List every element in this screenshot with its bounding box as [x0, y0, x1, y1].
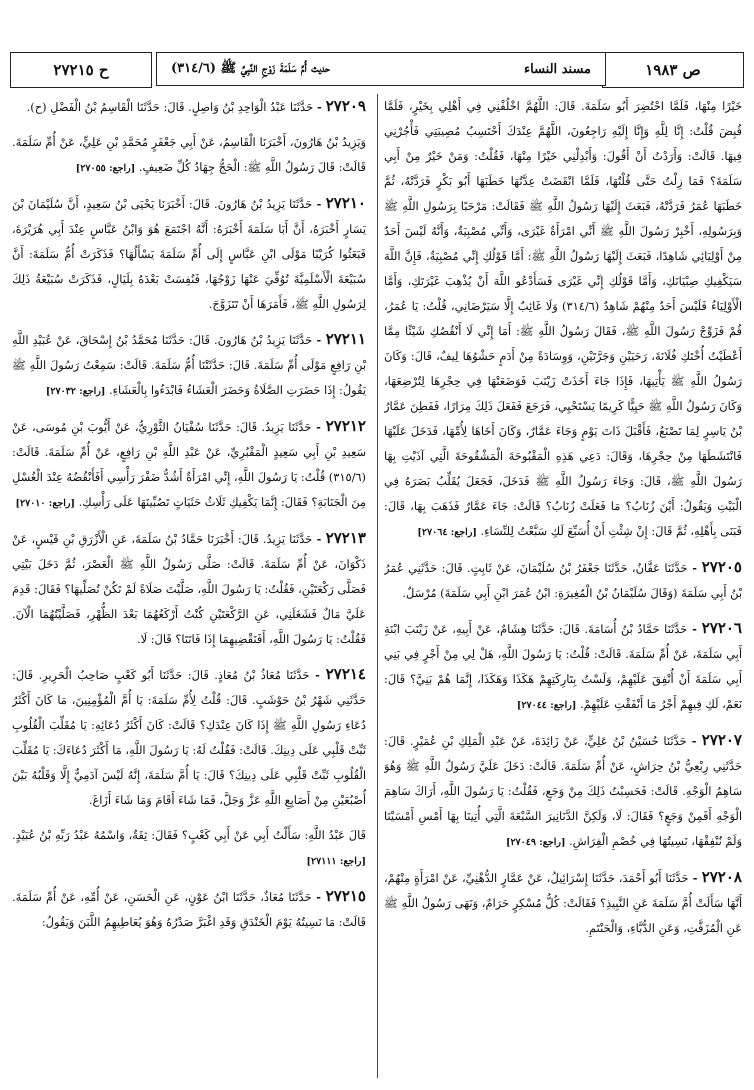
- hadith-text: حَدَّثَنَا حُسَيْنُ بْنُ عَلِيٍّ، عَنْ زَائِدَةَ، عَنْ عَبْدِ الْمَلِكِ بْنِ عُمَيْرٍ. قَالَ: حَدَّثَنِي رِبْعِيُّ بْنُ حِرَاشٍ، عَنْ أُمِّ سَلَمَةَ. قَالَتْ: دَخَلَ عَلَيَّ رَسُولُ اللَّهِ ﷺ وَهُوَ سَاهِمُ الْوَجْهِ. قَالَتْ: فَحَسِبْتُ ذَلِكَ مِنْ وَجَعٍ، فَقُلْتُ: يَا رَسُولَ اللَّهِ، أَرَاكَ سَاهِمَ الْوَجْهِ أَفَمِنْ وَجَعٍ؟ فَقَالَ: لَا، وَلَكِنَّ الدَّنَانِيرَ السَّبْعَةَ الَّتِي أُتِينَا بِهَا أَمْسِ أَمْسَيْنَا وَلَمْ نُنْفِقْهَا، نَسِيتُهَا فِي خُصْمِ الْفِرَاشِ.: [384, 734, 742, 848]
- hadith-entry: ٢٧٢١١ - حَدَّثَنَا يَزِيدُ بْنُ هَارُونَ. قَالَ: حَدَّثَنَا مُحَمَّدُ بْنُ إِسْحَاقَ، عَنْ عُبَيْدِ اللَّهِ بْنِ رَافِعٍ مَوْلَى أُمِّ سَلَمَةَ. قَالَ: حَدَّثَتْنَا أُمُّ سَلَمَةَ. قَالَتْ: سَمِعْتُ رَسُولَ اللَّهِ ﷺ يَقُولُ: إِذَا حَضَرَتِ الصَّلَاةُ وَحَضَرَ الْعَشَاءُ فَابْدَءُوا بِالْعَشَاءِ. [راجع: ٢٧٠٣٢]: [12, 330, 366, 397]
- hadith-entry: [384, 94, 742, 545]
- cross-reference: [راجع: ٢٧٠٣٢]: [45, 386, 106, 397]
- hadith-text: حَدَّثَنَا عَبْدُ الْوَاحِدِ بْنُ وَاصِلٍ. قَالَ: حَدَّثَنَا الْقَاسِمُ بْنُ الْفَضْلِ (ح).: [26, 100, 314, 114]
- hadith-text: حَدَّثَنَا يَزِيدُ بْنُ هَارُونَ. قَالَ: أَخْبَرَنَا يَحْيَى بْنُ سَعِيدٍ، أَنَّ سُلَيْمَانَ بْنَ يَسَارٍ أَخْبَرَهُ، أَنَّ أَبَا سَلَمَةَ أَخْبَرَهُ: أَنَّهُ اجْتَمَعَ هُوَ وَابْنُ عَبَّاسٍ عِنْدَ أَبِي هُرَيْرَةَ، فَبَعَثُوا كُرَيْبًا مَوْلَى ابْنِ عَبَّاسٍ إِلَى أُمِّ سَلَمَةَ يَسْأَلُهَا؟ فَذَكَرَتْ أُمُّ سَلَمَةَ: أَنَّ سُبَيْعَةَ الْأَسْلَمِيَّةَ تُوُفِّيَ عَنْهَا زَوْجُهَا، فَنُفِسَتْ بَعْدَهُ بِلَيَالٍ، فَذَكَرَتْ سُبَيْعَةُ ذَلِكَ لِرَسُولِ اللَّهِ ﷺ، فَأَمَرَهَا أَنْ تَتَزَوَّجَ.: [12, 197, 366, 311]
- hadith-number: ٢٧٢١٢: [325, 417, 366, 435]
- hadith-number: ٢٧٢١٠: [325, 194, 366, 212]
- hadith-entry: [12, 130, 366, 181]
- hadith-number: ٢٧٢٠٧: [701, 731, 742, 749]
- hadith-text: حَدَّثَنَا حَمَّادُ بْنُ أُسَامَةَ. قَالَ: حَدَّثَنَا هِشَامٌ، عَنْ أَبِيهِ، عَنْ زَيْنَبَ ابْنَةِ أَبِي سَلَمَةَ، عَنْ أُمِّ سَلَمَةَ. قَالَتْ: قُلْتُ: يَا رَسُولَ اللَّهِ، هَلْ لِي مِنْ أَجْرٍ فِي بَنِي أَبِي سَلَمَةَ أَنْ أُنْفِقَ عَلَيْهِمْ، وَلَسْتُ بِتَارِكَتِهِمْ هَكَذَا وَهَكَذَا، إِنَّمَا هُمْ بَنِيَّ؟ قَالَ: نَعَمْ، لَكِ فِيهِمْ أَجْرُ مَا أَنْفَقْتِ عَلَيْهِمْ.: [384, 622, 742, 711]
- hadith-number: ٢٧٢١١: [325, 330, 366, 348]
- hadith-entry: ٢٧٢٠٧ - حَدَّثَنَا حُسَيْنُ بْنُ عَلِيٍّ، عَنْ زَائِدَةَ، عَنْ عَبْدِ الْمَلِكِ بْنِ عُمَيْرٍ. قَالَ: حَدَّثَنِي رِبْعِيُّ بْنُ حِرَاشٍ، عَنْ أُمِّ سَلَمَةَ. قَالَتْ: دَخَلَ عَلَيَّ رَسُولُ اللَّهِ ﷺ وَهُوَ سَاهِمُ الْوَجْهِ. قَالَتْ: فَحَسِبْتُ ذَلِكَ مِنْ وَجَعٍ، فَقُلْتُ: يَا رَسُولَ اللَّهِ، أَرَاكَ سَاهِمَ الْوَجْهِ أَفَمِنْ وَجَعٍ؟ فَقَالَ: لَا، وَلَكِنَّ الدَّنَانِيرَ السَّبْعَةَ الَّتِي أُتِينَا بِهَا أَمْسِ أَمْسَيْنَا وَلَمْ نُنْفِقْهَا، نَسِيتُهَا فِي خُصْمِ الْفِرَاشِ. [راجع: ٢٧٠٤٩]: [384, 731, 742, 848]
- hadith-entry: [12, 823, 366, 874]
- hadith-text: حَدَّثَنَا يَزِيدُ. قَالَ: أَخْبَرَنَا حَمَّادُ بْنُ سَلَمَةَ، عَنِ الْأَزْرَقِ بْنِ قَيْسٍ، عَنْ ذَكْوَانَ، عَنْ أُمِّ سَلَمَةَ. قَالَتْ: صَلَّى رَسُولُ اللَّهِ ﷺ الْعَصْرَ، ثُمَّ دَخَلَ بَيْتِي فَصَلَّى رَكْعَتَيْنِ، فَقُلْتُ: يَا رَسُولَ اللَّهِ، صَلَّيْتَ صَلَاةً لَمْ تَكُنْ تُصَلِّيهَا؟ فَقَالَ: قَدِمَ عَلَيَّ مَالٌ فَشَغَلَنِي، عَنِ الرَّكْعَتَيْنِ كُنْتُ أَرْكَعُهُمَا بَعْدَ الظُّهْرِ، فَصَلَّيْتُهُمَا الْآنَ. فَقُلْتُ: يَا رَسُولَ اللَّهِ، أَفَنَقْضِيهِمَا إِذَا فَاتَتَا؟ قَالَ: لَا.: [12, 532, 366, 646]
- hadith-entry: ٢٧٢٠٨ - حَدَّثَنَا أَبُو أَحْمَدَ، حَدَّثَنَا إِسْرَائِيلُ، عَنْ عَمَّارٍ الدُّهْنِيِّ، عَنْ امْرَأَةٍ مِنْهُمْ، أَنَّهَا سَأَلَتْ أُمَّ سَلَمَةَ عَنِ النَّبِيذِ؟ فَقَالَتْ: كُلُّ مُسْكِرٍ حَرَامٌ، وَنَهَى رَسُولُ اللَّهِ ﷺ عَنِ الْمُزَفَّتِ، وَعَنِ الدُّبَّاءِ، وَالْحَنْتَمِ.: [384, 868, 742, 935]
- left-text-column: [12, 94, 366, 1080]
- hadith-entry: ٢٧٢٠٥ - حَدَّثَنَا عَفَّانُ، حَدَّثَنَا جَعْفَرُ بْنُ سُلَيْمَانَ، عَنْ ثَابِتٍ. قَالَ: حَدَّثَنِي عُمَرُ بْنُ أَبِي سَلَمَةَ (وَقَالَ سُلَيْمَانُ بْنُ الْمُغِيرَةِ: ابْنُ عُمَرَ ابْنِ أَبِي سَلَمَةَ) مُرْسَلٌ.: [384, 558, 742, 600]
- hadith-text: حَدَّثَنَا مُعَاذٌ، حَدَّثَنَا ابْنُ عَوْنٍ، عَنِ الْحَسَنِ، عَنْ أُمِّهِ، عَنْ أُمِّ سَلَمَةَ. قَالَتْ: مَا نَسِيتُهُ يَوْمَ الْخَنْدَقِ وَقَدِ اغْبَرَّ صَدْرُهُ وَهُوَ يُعَاطِيهِمُ اللَّبَنَ وَيَقُولُ:: [12, 890, 366, 929]
- hadith-entry: ٢٧٢١٠ - حَدَّثَنَا يَزِيدُ بْنُ هَارُونَ. قَالَ: أَخْبَرَنَا يَحْيَى بْنُ سَعِيدٍ، أَنَّ سُلَيْمَانَ بْنَ يَسَارٍ أَخْبَرَهُ، أَنَّ أَبَا سَلَمَةَ أَخْبَرَهُ: أَنَّهُ اجْتَمَعَ هُوَ وَابْنُ عَبَّاسٍ عِنْدَ أَبِي هُرَيْرَةَ، فَبَعَثُوا كُرَيْبًا مَوْلَى ابْنِ عَبَّاسٍ إِلَى أُمِّ سَلَمَةَ يَسْأَلُهَا؟ فَذَكَرَتْ أُمُّ سَلَمَةَ: أَنَّ سُبَيْعَةَ الْأَسْلَمِيَّةَ تُوُفِّيَ عَنْهَا زَوْجُهَا، فَنُفِسَتْ بَعْدَهُ بِلَيَالٍ، فَذَكَرَتْ سُبَيْعَةُ ذَلِكَ لِرَسُولِ اللَّهِ ﷺ، فَأَمَرَهَا أَنْ تَتَزَوَّجَ.: [12, 194, 366, 311]
- cross-reference: [راجع: ٢٧٠٤٤]: [516, 700, 577, 711]
- hadith-text: حَدَّثَنَا أَبُو أَحْمَدَ، حَدَّثَنَا إِسْرَائِيلُ، عَنْ عَمَّارٍ الدُّهْنِيِّ، عَنْ امْرَأَةٍ مِنْهُمْ، أَنَّهَا سَأَلَتْ أُمَّ سَلَمَةَ عَنِ النَّبِيذِ؟ فَقَالَتْ: كُلُّ مُسْكِرٍ حَرَامٌ، وَنَهَى رَسُولُ اللَّهِ ﷺ عَنِ الْمُزَفَّتِ، وَعَنِ الدُّبَّاءِ، وَالْحَنْتَمِ.: [384, 871, 742, 935]
- cross-reference: [راجع: ٢٧٠٥٥]: [75, 163, 136, 174]
- hadith-entry: ٢٧٢٠٩ - حَدَّثَنَا عَبْدُ الْوَاحِدِ بْنُ وَاصِلٍ. قَالَ: حَدَّثَنَا الْقَاسِمُ بْنُ الْفَضْلِ (ح).: [26, 97, 366, 115]
- header-title-box: [156, 52, 606, 86]
- hadith-text: وَيَزِيدُ بْنُ هَارُونَ، أَخْبَرَنَا الْقَاسِمُ، عَنْ أَبِي جَعْفَرٍ مُحَمَّدِ بْنِ عَلِيٍّ، عَنْ أُمِّ سَلَمَةَ. قَالَتْ: قَالَ رَسُولُ اللَّهِ ﷺ: الْحَجُّ جِهَادُ كُلِّ ضَعِيفٍ.: [12, 135, 366, 174]
- hadith-number: ٢٧٢٠٩: [325, 97, 366, 115]
- hadith-text: حَدَّثَنَا عَفَّانُ، حَدَّثَنَا جَعْفَرُ بْنُ سُلَيْمَانَ، عَنْ ثَابِتٍ. قَالَ: حَدَّثَنِي عُمَرُ بْنُ أَبِي سَلَمَةَ (وَقَالَ سُلَيْمَانُ بْنُ الْمُغِيرَةِ: ابْنُ عُمَرَ ابْنِ أَبِي سَلَمَةَ) مُرْسَلٌ.: [384, 561, 742, 600]
- running-header: [10, 52, 744, 90]
- column-divider: [377, 94, 378, 1078]
- page-number: ص ١٩٨٣: [602, 52, 744, 88]
- hadith-number: ٢٧٢١٤: [325, 665, 366, 683]
- cross-reference: [راجع: ٢٧٠٦٤]: [417, 527, 477, 538]
- cross-reference: [راجع: ٢٧٠١٠]: [15, 498, 75, 509]
- hadith-range: ح ٢٧٢١٥: [10, 52, 152, 88]
- book-title: مسند النساء: [524, 61, 591, 77]
- hadith-number: ٢٧٢٠٦: [701, 619, 742, 637]
- hadith-text: حَدَّثَنَا يَزِيدُ بْنُ هَارُونَ. قَالَ: حَدَّثَنَا مُحَمَّدُ بْنُ إِسْحَاقَ، عَنْ عُبَيْدِ اللَّهِ بْنِ رَافِعٍ مَوْلَى أُمِّ سَلَمَةَ. قَالَ: حَدَّثَتْنَا أُمُّ سَلَمَةَ. قَالَتْ: سَمِعْتُ رَسُولَ اللَّهِ ﷺ يَقُولُ: إِذَا حَضَرَتِ الصَّلَاةُ وَحَضَرَ الْعَشَاءُ فَابْدَءُوا بِالْعَشَاءِ.: [12, 333, 366, 397]
- hadith-text: خَيْرًا مِنْهَا، فَلَمَّا احْتُضِرَ أَبُو سَلَمَةَ. قَالَ: اللَّهُمَّ اخْلُفْنِي فِي أَهْلِي بِخَيْرٍ، فَلَمَّا قُبِضَ قُلْتُ: إِنَّا لِلَّهِ وَإِنَّا إِلَيْهِ رَاجِعُونَ، اللَّهُمَّ عِنْدَكَ أَحْتَسِبُ مُصِيبَتِي فَأْجُرْنِي فِيهَا. قَالَتْ: وَأَرَدْتُ أَنْ أَقُولَ: وَأَبْدِلْنِي خَيْرًا مِنْهَا، فَقُلْتُ: وَمَنْ خَيْرٌ مِنْ أَبِي سَلَمَةَ؟ فَمَا زِلْتُ حَتَّى قُلْتُهَا، فَلَمَّا انْقَضَتْ عِدَّتُهَا خَطَبَهَا أَبُو بَكْرٍ فَرَدَّتْهُ، ثُمَّ خَطَبَهَا عُمَرُ فَرَدَّتْهُ، فَبَعَثَ إِلَيْهَا رَسُولُ اللَّهِ ﷺ فَقَالَتْ: مَرْحَبًا بِرَسُولِ اللَّهِ ﷺ وَبِرَسُولِهِ، أَخْبِرْ رَسُولَ اللَّهِ ﷺ أَنِّي امْرَأَةٌ غَيْرَى، وَأَنِّي مُصْبِيَةٌ، وَأَنَّهُ لَيْسَ أَحَدٌ مِنْ أَوْلِيَائِي شَاهِدًا، فَبَعَثَ إِلَيْهَا رَسُولُ اللَّهِ ﷺ: أَمَّا قَوْلُكِ إِنِّي مُصْبِيَةٌ، فَإِنَّ اللَّهَ سَيَكْفِيكِ صِبْيَانَكِ، وَأَمَّا قَوْلُكِ إِنِّي غَيْرَى فَسَأَدْعُو اللَّهَ أَنْ يُذْهِبَ غَيْرَتَكِ، وَأَمَّا الْأَوْلِيَاءُ فَلَيْسَ أَحَدٌ مِنْهُمْ شَاهِدٌ (٣١٤/٦) وَلَا غَائِبٌ إِلَّا سَيَرْضَانِي، قُلْتُ: يَا عُمَرُ، قُمْ فَزَوِّجْ رَسُولَ اللَّهِ ﷺ، فَقَالَ رَسُولُ اللَّهِ ﷺ: أَمَا إِنِّي لَا أَنْقُصُكِ شَيْئًا مِمَّا أَعْطَيْتُ أُخْتَكِ فُلَانَةَ، رَحَيَيْنِ وَجَرَّتَيْنِ، وَوِسَادَةً مِنْ أَدَمٍ حَشْوُهَا لِيفٌ، قَالَ: وَكَانَ رَسُولُ اللَّهِ ﷺ يَأْتِيهَا، فَإِذَا جَاءَ أَخَذَتْ زَيْنَبَ فَوَضَعَتْهَا فِي حِجْرِهَا لِتُرْضِعَهَا، وَكَانَ رَسُولُ اللَّهِ ﷺ حَيِيًّا كَرِيمًا يَسْتَحْيِي، فَرَجَعَ فَفَعَلَ ذَلِكَ مِرَارًا، فَفَطِنَ عَمَّارُ بْنُ يَاسِرٍ لِمَا تَصْنَعُ، فَأَقْبَلَ ذَاتَ يَوْمٍ وَجَاءَ عَمَّارٌ، وَكَانَ أَخَاهَا لِأُمِّهَا، فَدَخَلَ عَلَيْهَا فَانْتَشَطَهَا مِنْ حِجْرِهَا، وَقَالَ: دَعِي هَذِهِ الْمَقْبُوحَةَ الْمَشْقُوحَةَ الَّتِي آذَيْتِ بِهَا رَسُولَ اللَّهِ ﷺ، قَالَ: وَجَاءَ رَسُولُ اللَّهِ ﷺ فَدَخَلَ، فَجَعَلَ يُقَلِّبُ بَصَرَهُ فِي الْبَيْتِ وَيَقُولُ: أَيْنَ زُنَابُ؟ مَا فَعَلَتْ زُنَابُ؟ قَالَتْ: جَاءَ عَمَّارٌ فَذَهَبَ بِهَا، قَالَ: فَبَنَى بِأَهْلِهِ، ثُمَّ قَالَ: إِنْ شِئْتِ أَنْ أُسَبِّعَ لَكِ سَبَّعْتُ لِلنِّسَاءِ.: [384, 99, 742, 538]
- hadith-text: حَدَّثَنَا مُعَاذُ بْنُ مُعَاذٍ. قَالَ: حَدَّثَنَا أَبُو كَعْبٍ صَاحِبُ الْحَرِيرِ. قَالَ: حَدَّثَنِي شَهْرُ بْنُ حَوْشَبٍ. قَالَ: قُلْتُ لِأُمِّ سَلَمَةَ: يَا أُمَّ الْمُؤْمِنِينَ، مَا كَانَ أَكْثَرُ دُعَاءِ رَسُولِ اللَّهِ ﷺ إِذَا كَانَ عِنْدَكِ؟ قَالَتْ: كَانَ أَكْثَرُ دُعَائِهِ: يَا مُقَلِّبَ الْقُلُوبِ ثَبِّتْ قَلْبِي عَلَى دِينِكَ. قَالَتْ: فَقُلْتُ لَهُ: يَا رَسُولَ اللَّهِ، مَا أَكْثَرَ دُعَاءَكَ: يَا مُقَلِّبَ الْقُلُوبِ ثَبِّتْ قَلْبِي عَلَى دِينِكَ؟ قَالَ: يَا أُمَّ سَلَمَةَ، إِنَّهُ لَيْسَ آدَمِيٌّ إِلَّا وَقَلْبُهُ بَيْنَ أُصْبُعَيْنِ مِنْ أَصَابِعِ اللَّهِ عَزَّ وَجَلَّ، فَمَا شَاءَ أَقَامَ وَمَا شَاءَ أَزَاغَ.: [12, 668, 366, 807]
- hadith-number: ٢٧٢١٥: [325, 887, 366, 905]
- hadith-text: قَالَ عَبْدُ اللَّهِ: سَأَلْتُ أَبِي عَنْ أَبِي كَعْبٍ؟ فَقَالَ: ثِقَةٌ، وَاسْمُهُ عَبْدُ رَبِّهِ بْنُ عُبَيْدٍ.: [12, 828, 366, 842]
- cross-reference: [راجع: ٢٧٠٤٩]: [505, 837, 566, 848]
- hadith-entry: ٢٧٢١٤ - حَدَّثَنَا مُعَاذُ بْنُ مُعَاذٍ. قَالَ: حَدَّثَنَا أَبُو كَعْبٍ صَاحِبُ الْحَرِيرِ. قَالَ: حَدَّثَنِي شَهْرُ بْنُ حَوْشَبٍ. قَالَ: قُلْتُ لِأُمِّ سَلَمَةَ: يَا أُمَّ الْمُؤْمِنِينَ، مَا كَانَ أَكْثَرُ دُعَاءِ رَسُولِ اللَّهِ ﷺ إِذَا كَانَ عِنْدَكِ؟ قَالَتْ: كَانَ أَكْثَرُ دُعَائِهِ: يَا مُقَلِّبَ الْقُلُوبِ ثَبِّتْ قَلْبِي عَلَى دِينِكَ. قَالَتْ: فَقُلْتُ لَهُ: يَا رَسُولَ اللَّهِ، مَا أَكْثَرَ دُعَاءَكَ: يَا مُقَلِّبَ الْقُلُوبِ ثَبِّتْ قَلْبِي عَلَى دِينِكَ؟ قَالَ: يَا أُمَّ سَلَمَةَ، إِنَّهُ لَيْسَ آدَمِيٌّ إِلَّا وَقَلْبُهُ بَيْنَ أُصْبُعَيْنِ مِنْ أَصَابِعِ اللَّهِ عَزَّ وَجَلَّ، فَمَا شَاءَ أَقَامَ وَمَا شَاءَ أَزَاغَ.: [12, 665, 366, 807]
- hadith-number: ٢٧٢٠٥: [701, 558, 742, 576]
- cross-reference: [راجع: ٢٧١١١]: [306, 856, 366, 867]
- hadith-number: ٢٧٢١٣: [325, 529, 366, 547]
- hadith-entry: ٢٧٢١٥ - حَدَّثَنَا مُعَاذٌ، حَدَّثَنَا ابْنُ عَوْنٍ، عَنِ الْحَسَنِ، عَنْ أُمِّهِ، عَنْ أُمِّ سَلَمَةَ. قَالَتْ: مَا نَسِيتُهُ يَوْمَ الْخَنْدَقِ وَقَدِ اغْبَرَّ صَدْرُهُ وَهُوَ يُعَاطِيهِمُ اللَّبَنَ وَيَقُولُ:: [12, 887, 366, 929]
- right-text-column: [384, 94, 742, 1080]
- hadith-entry: ٢٧٢١٢ - حَدَّثَنَا يَزِيدُ. قَالَ: حَدَّثَنَا سُفْيَانُ الثَّوْرِيُّ، عَنْ أَيُّوبَ بْنِ مُوسَى، عَنْ سَعِيدِ بْنِ أَبِي سَعِيدٍ الْمَقْبُرِيِّ، عَنْ عَبْدِ اللَّهِ بْنِ رَافِعٍ، عَنْ أُمِّ سَلَمَةَ. قَالَتْ: (٣١٥/٦) قُلْتُ: يَا رَسُولَ اللَّهِ، إِنِّي امْرَأَةٌ أَشُدُّ ضَفْرَ رَأْسِي أَفَأَنْقُضُهُ عِنْدَ الْغُسْلِ مِنَ الْجَنَابَةِ؟ فَقَالَ: إِنَّمَا يَكْفِيكِ ثَلَاثُ حَثَيَاتٍ تَصُبِّينَهَا عَلَى رَأْسِكِ. [راجع: ٢٧٠١٠]: [12, 417, 366, 509]
- chapter-title: حديث أُمِّ سَلَمَةَ زَوْجِ النَّبِيِّ ﷺ (٣١٤/٦): [171, 60, 330, 76]
- hadith-number: ٢٧٢٠٨: [701, 868, 742, 886]
- hadith-entry: ٢٧٢١٣ - حَدَّثَنَا يَزِيدُ. قَالَ: أَخْبَرَنَا حَمَّادُ بْنُ سَلَمَةَ، عَنِ الْأَزْرَقِ بْنِ قَيْسٍ، عَنْ ذَكْوَانَ، عَنْ أُمِّ سَلَمَةَ. قَالَتْ: صَلَّى رَسُولُ اللَّهِ ﷺ الْعَصْرَ، ثُمَّ دَخَلَ بَيْتِي فَصَلَّى رَكْعَتَيْنِ، فَقُلْتُ: يَا رَسُولَ اللَّهِ، صَلَّيْتَ صَلَاةً لَمْ تَكُنْ تُصَلِّيهَا؟ فَقَالَ: قَدِمَ عَلَيَّ مَالٌ فَشَغَلَنِي، عَنِ الرَّكْعَتَيْنِ كُنْتُ أَرْكَعُهُمَا بَعْدَ الظُّهْرِ، فَصَلَّيْتُهُمَا الْآنَ. فَقُلْتُ: يَا رَسُولَ اللَّهِ، أَفَنَقْضِيهِمَا إِذَا فَاتَتَا؟ قَالَ: لَا.: [12, 529, 366, 646]
- hadith-text: حَدَّثَنَا يَزِيدُ. قَالَ: حَدَّثَنَا سُفْيَانُ الثَّوْرِيُّ، عَنْ أَيُّوبَ بْنِ مُوسَى، عَنْ سَعِيدِ بْنِ أَبِي سَعِيدٍ الْمَقْبُرِيِّ، عَنْ عَبْدِ اللَّهِ بْنِ رَافِعٍ، عَنْ أُمِّ سَلَمَةَ. قَالَتْ: (٣١٥/٦) قُلْتُ: يَا رَسُولَ اللَّهِ، إِنِّي امْرَأَةٌ أَشُدُّ ضَفْرَ رَأْسِي أَفَأَنْقُضُهُ عِنْدَ الْغُسْلِ مِنَ الْجَنَابَةِ؟ فَقَالَ: إِنَّمَا يَكْفِيكِ ثَلَاثُ حَثَيَاتٍ تَصُبِّينَهَا عَلَى رَأْسِكِ.: [12, 420, 366, 509]
- hadith-entry: ٢٧٢٠٦ - حَدَّثَنَا حَمَّادُ بْنُ أُسَامَةَ. قَالَ: حَدَّثَنَا هِشَامٌ، عَنْ أَبِيهِ، عَنْ زَيْنَبَ ابْنَةِ أَبِي سَلَمَةَ، عَنْ أُمِّ سَلَمَةَ. قَالَتْ: قُلْتُ: يَا رَسُولَ اللَّهِ، هَلْ لِي مِنْ أَجْرٍ فِي بَنِي أَبِي سَلَمَةَ أَنْ أُنْفِقَ عَلَيْهِمْ، وَلَسْتُ بِتَارِكَتِهِمْ هَكَذَا وَهَكَذَا، إِنَّمَا هُمْ بَنِيَّ؟ قَالَ: نَعَمْ، لَكِ فِيهِمْ أَجْرُ مَا أَنْفَقْتِ عَلَيْهِمْ. [راجع: ٢٧٠٤٤]: [384, 619, 742, 711]
